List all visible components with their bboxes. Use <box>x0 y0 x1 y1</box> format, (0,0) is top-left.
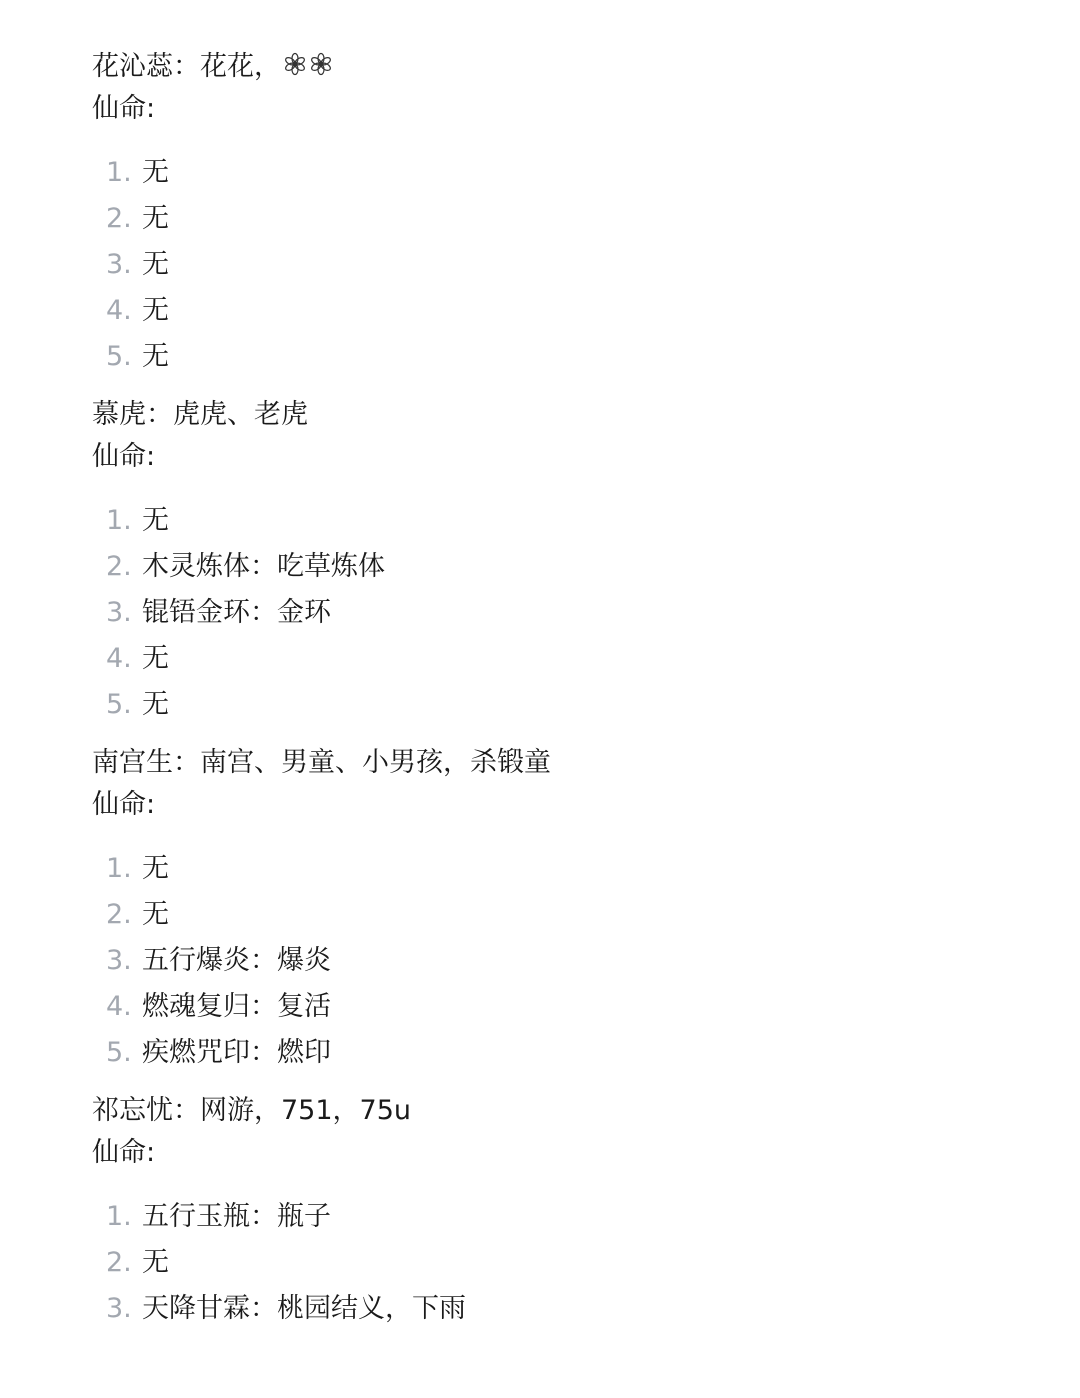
list-item-text: 锟铻金环：金环 <box>142 597 331 628</box>
flower-icon <box>283 47 307 89</box>
list-item-text: 无 <box>142 853 169 884</box>
list-item <box>92 682 1032 728</box>
list-item <box>92 892 1032 938</box>
list-number: 1. <box>106 853 132 884</box>
character-aliases: 网游，751，75u <box>200 1095 412 1126</box>
list-item-text: 五行玉瓶：瓶子 <box>142 1201 331 1232</box>
list-item <box>92 242 1032 288</box>
list-number: 4. <box>106 991 132 1022</box>
character-entry <box>92 1090 1032 1332</box>
list-item-text: 天降甘霖：桃园结义，下雨 <box>142 1293 466 1324</box>
list-number: 1. <box>106 505 132 536</box>
character-aliases: 花花， <box>200 51 281 82</box>
list-item <box>92 544 1032 590</box>
list-number: 2. <box>106 1247 132 1278</box>
list-number: 4. <box>106 295 132 326</box>
list-item <box>92 498 1032 544</box>
fate-list <box>92 150 1032 380</box>
list-item-text: 无 <box>142 689 169 720</box>
list-item-text: 无 <box>142 157 169 188</box>
list-number: 2. <box>106 551 132 582</box>
character-entry <box>92 394 1032 728</box>
character-name: 花沁蕊 <box>92 51 173 82</box>
list-item-text: 疾燃咒印：燃印 <box>142 1037 331 1068</box>
character-entry <box>92 742 1032 1076</box>
list-item <box>92 636 1032 682</box>
character-name: 慕虎 <box>92 399 146 430</box>
fate-list <box>92 1194 1032 1332</box>
list-item <box>92 590 1032 636</box>
fate-subheading: 仙命: <box>92 441 156 472</box>
title-separator: ： <box>173 747 200 778</box>
character-entry <box>92 46 1032 380</box>
character-title <box>92 1090 1032 1132</box>
list-item-text: 无 <box>142 295 169 326</box>
list-item <box>92 1240 1032 1286</box>
list-item-text: 无 <box>142 1247 169 1278</box>
list-number: 2. <box>106 899 132 930</box>
fate-subheading: 仙命: <box>92 1137 156 1168</box>
title-separator: ： <box>146 399 173 430</box>
document-page <box>92 46 1032 1346</box>
character-aliases: 南宫、男童、小男孩，杀锻童 <box>200 747 551 778</box>
title-separator: ： <box>173 1095 200 1126</box>
fate-list <box>92 498 1032 728</box>
fate-subheading: 仙命: <box>92 789 156 820</box>
list-item <box>92 1286 1032 1332</box>
list-number: 1. <box>106 1201 132 1232</box>
list-item <box>92 1030 1032 1076</box>
character-name: 南宫生 <box>92 747 173 778</box>
list-number: 3. <box>106 597 132 628</box>
fate-list <box>92 846 1032 1076</box>
list-item-text: 无 <box>142 203 169 234</box>
list-item-text: 燃魂复归：复活 <box>142 991 331 1022</box>
list-item-text: 无 <box>142 341 169 372</box>
character-aliases: 虎虎、老虎 <box>173 399 308 430</box>
list-item <box>92 150 1032 196</box>
list-number: 1. <box>106 157 132 188</box>
list-number: 2. <box>106 203 132 234</box>
character-name: 祁忘忧 <box>92 1095 173 1126</box>
list-item-text: 无 <box>142 643 169 674</box>
list-number: 5. <box>106 1037 132 1068</box>
character-title <box>92 46 1032 88</box>
list-item-text: 无 <box>142 249 169 280</box>
title-separator: ： <box>173 51 200 82</box>
list-item-text: 无 <box>142 505 169 536</box>
list-number: 3. <box>106 1293 132 1324</box>
list-item-text: 无 <box>142 899 169 930</box>
list-item-text: 五行爆炎：爆炎 <box>142 945 331 976</box>
list-number: 5. <box>106 341 132 372</box>
flower-icon <box>309 47 333 89</box>
fate-subheading: 仙命: <box>92 93 156 124</box>
list-number: 4. <box>106 643 132 674</box>
list-number: 3. <box>106 249 132 280</box>
list-item <box>92 846 1032 892</box>
list-number: 5. <box>106 689 132 720</box>
list-item <box>92 334 1032 380</box>
list-item <box>92 288 1032 334</box>
list-item <box>92 938 1032 984</box>
character-title <box>92 394 1032 436</box>
list-item <box>92 1194 1032 1240</box>
list-item <box>92 196 1032 242</box>
list-number: 3. <box>106 945 132 976</box>
list-item-text: 木灵炼体：吃草炼体 <box>142 551 385 582</box>
list-item <box>92 984 1032 1030</box>
character-title <box>92 742 1032 784</box>
